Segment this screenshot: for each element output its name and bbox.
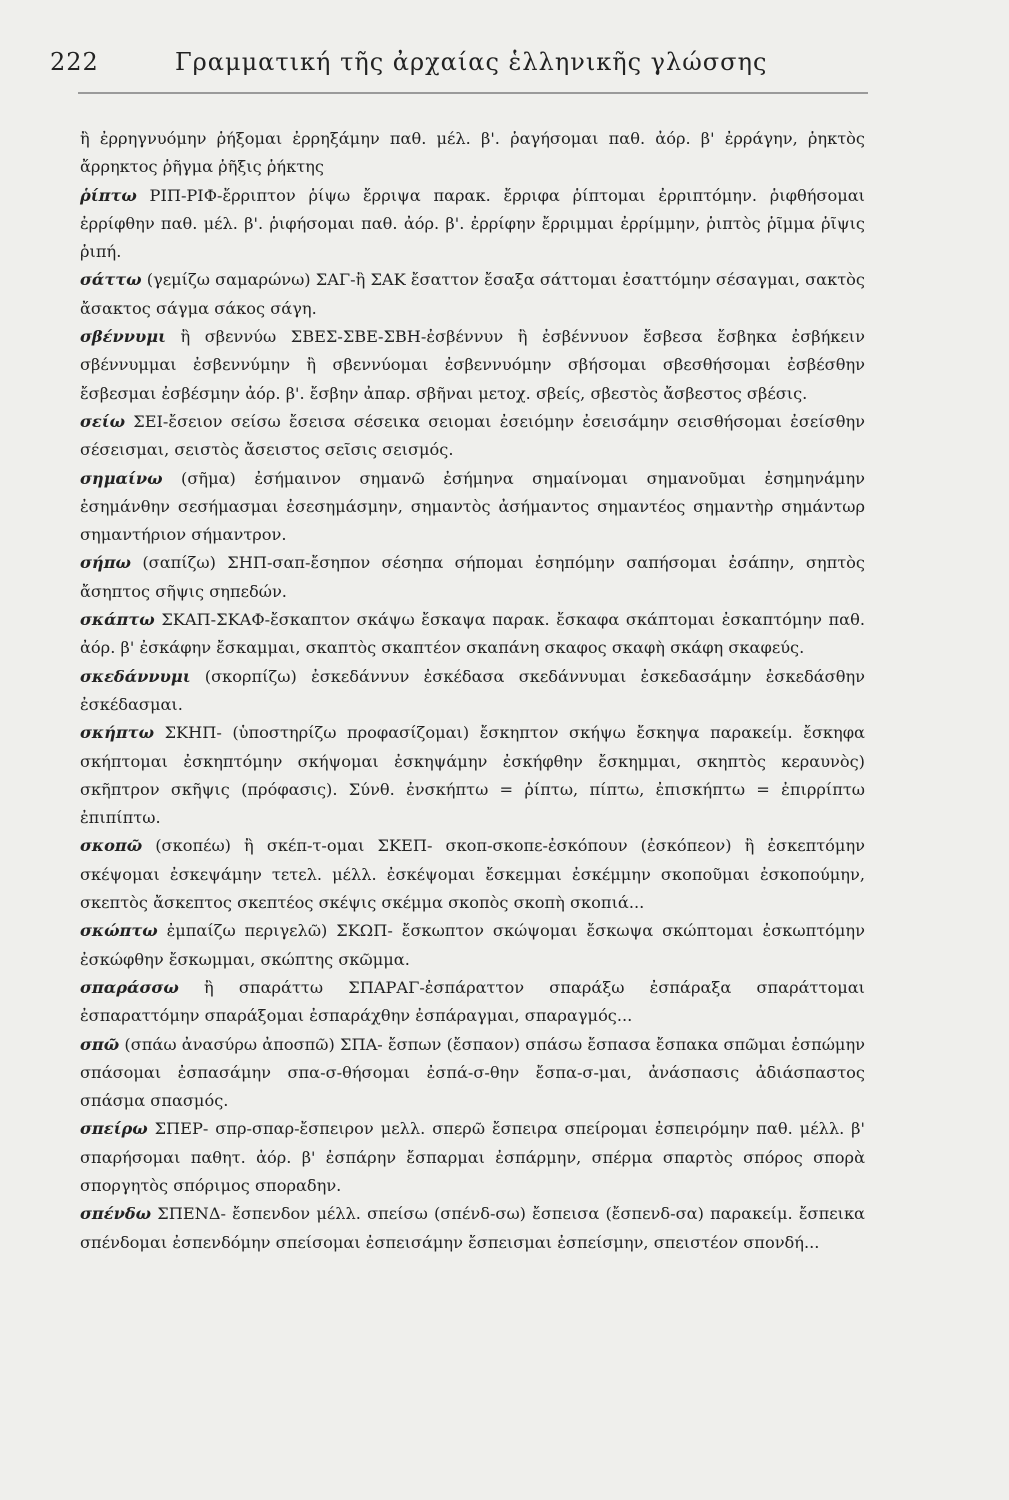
dictionary-entry: [80, 549, 865, 606]
entry-text: (σκοπέω) ἢ σκέπ-τ-ομαι ΣΚΕΠ- σκοπ-σκοπε-ἐσκόπουν (ἐσκόπεον) ἢ ἐσκεπτόμην σκέψομαι ἐσκεψάμην τετελ. μέλλ. ἐσκέψομαι ἔσκεμμαι ἐσκέμμην σκοποῦμαι ἐσκοπούμην, σκεπτὸς ἄσκεπτος σκεπτέος σκέψις σκέμμα σκοπὸς σκοπὴ σκοπιά...: [80, 836, 865, 913]
dictionary-entry: [80, 832, 865, 917]
dictionary-entry: [80, 663, 865, 720]
page-number: 222: [50, 48, 99, 76]
entry-text: ΣΕΙ-ἔσειον σείσω ἔσεισα σέσεικα σειομαι ἐσειόμην ἐσεισάμην σεισθήσομαι ἐσείσθην σέσεισμαι, σειστὸς ἄσειστος σεῖσις σεισμός.: [80, 411, 865, 460]
entry-lemma: σβέννυμι: [80, 327, 166, 347]
entry-lemma: ῥίπτω: [80, 185, 137, 205]
dictionary-entry: [80, 1031, 865, 1116]
dictionary-entry: [80, 266, 865, 323]
entry-text: ΣΠΕΝΔ- ἔσπενδον μέλλ. σπείσω (σπένδ-σω) ἔσπεισα (ἔσπενδ-σα) παρακείμ. ἔσπεικα σπένδομαι ἐσπενδόμην σπείσομαι ἐσπεισάμην ἔσπεισμαι ἐσπείσμην, σπειστέον σπονδή...: [80, 1204, 865, 1252]
entry-text: ΡΙΠ-ΡΙΦ-ἔρριπτον ῥίψω ἔρριψα παρακ. ἔρριφα ῥίπτομαι ἐρριπτόμην. ῥιφθήσομαι ἐρρίφθην παθ. μέλ. β'. ῥιφήσομαι παθ. ἀόρ. β'. ἐρρίφην ἔρριμμαι ἐρρίμμην, ῥιπτὸς ῥῖμμα ῥῖψις ῥιπή.: [80, 185, 865, 262]
dictionary-entry: [80, 182, 865, 267]
entry-text: (σῆμα) ἐσήμαινον σημανῶ ἐσήμηνα σημαίνομαι σημανοῦμαι ἐσημηνάμην ἐσημάνθην σεσήμασμαι ἐσεσημάσμην, σημαντὸς ἀσήμαντος σημαντέος σημαντὴρ σημάντωρ σημαντήριον σήμαντρον.: [80, 468, 865, 545]
entry-text: (σαπίζω) ΣΗΠ-σαπ-ἔσηπον σέσηπα σήπομαι ἐσηπόμην σαπήσομαι ἐσάπην, σηπτὸς ἄσηπτος σῆψις σηπεδών.: [80, 553, 865, 601]
entry-lemma: σκήπτω: [80, 723, 154, 743]
entry-text: ΣΠΕΡ- σπρ-σπαρ-ἔσπειρον μελλ. σπερῶ ἔσπειρα σπείρομαι ἐσπειρόμην παθ. μέλλ. β' σπαρήσομαι παθητ. ἀόρ. β' ἐσπάρην ἔσπαρμαι ἐσπάρμην, σπέρμα σπαρτὸς σπόρος σπορὰ σποργητὸς σπόριμος σποραδην.: [80, 1119, 865, 1195]
entry-lemma: σήπω: [80, 553, 131, 573]
entry-text: (σπάω ἀνασύρω ἀποσπῶ) ΣΠΑ- ἔσπων (ἔσπαον) σπάσω ἔσπασα ἔσπακα σπῶμαι ἐσπώμην σπάσομαι ἐσπασάμην σπα-σ-θήσομαι ἐσπά-σ-θην ἔσπα-σ-μαι, ἀνάσπασις ἀδιάσπαστος σπάσμα σπασμός.: [80, 1034, 865, 1111]
entry-text: ἢ σβεννύω ΣΒΕΣ-ΣΒΕ-ΣΒΗ-ἐσβέννυν ἢ ἐσβέννυον ἔσβεσα ἔσβηκα ἐσβήκειν σβέννυμμαι ἐσβεννύμην ἢ σβεννύομαι ἐσβεννυόμην σβήσομαι σβεσθήσομαι ἐσβέσθην ἔσβεσμαι ἐσβέσμην ἀόρ. β'. ἔσβην ἀπαρ. σβῆναι μετοχ. σβείς, σβεστὸς ἄσβεστος σβέσις.: [80, 327, 865, 403]
entry-lemma: σπείρω: [80, 1119, 148, 1139]
entry-text: (γεμίζω σαμαρώνω) ΣΑΓ-ἢ ΣΑΚ ἔσαττον ἔσαξα σάττομαι ἐσαττόμην σέσαγμαι, σακτὸς ἄσακτος σάγμα σάκος σάγη.: [80, 270, 865, 318]
running-title: Γραμματική τῆς ἀρχαίας ἑλληνικῆς γλώσσης: [175, 48, 768, 76]
entry-lemma: σπένδω: [80, 1204, 152, 1224]
page-header: [50, 42, 870, 94]
dictionary-entry: [80, 465, 865, 550]
entry-text: ἢ σπαράττω ΣΠΑΡΑΓ-ἐσπάραττον σπαράξω ἐσπάραξα σπαράττομαι ἐσπαραττόμην σπαράξομαι ἐσπαράχθην ἐσπάραγμαι, σπαραγμός...: [80, 977, 865, 1026]
dictionary-entry: [80, 606, 865, 663]
entry-text: ἐμπαίζω περιγελῶ) ΣΚΩΠ- ἔσκωπτον σκώψομαι ἔσκωψα σκώπτομαι ἐσκωπτόμην ἐσκώφθην ἔσκωμμαι, σκώπτης σκῶμμα.: [80, 921, 865, 969]
dictionary-entry: [80, 1200, 865, 1257]
entry-text: ΣΚΑΠ-ΣΚΑΦ-ἔσκαπτον σκάψω ἔσκαψα παρακ. ἔσκαφα σκάπτομαι ἐσκαπτόμην παθ. ἀόρ. β' ἐσκάφην ἔσκαμμαι, σκαπτὸς σκαπτέον σκαπάνη σκαφος σκαφὴ σκάφη σκαφεύς.: [80, 610, 865, 658]
dictionary-entry: [80, 125, 865, 182]
entry-lemma: σκώπτω: [80, 921, 158, 941]
entry-lemma: σπῶ: [80, 1034, 120, 1054]
entry-lemma: σείω: [80, 411, 126, 431]
dictionary-entry: [80, 917, 865, 974]
entry-text: ΣΚΗΠ- (ὑποστηρίζω προφασίζομαι) ἔσκηπτον σκήψω ἔσκηψα παρακείμ. ἔσκηφα σκήπτομαι ἐσκηπτόμην σκήψομαι ἐσκηψάμην ἐσκήφθην ἔσκημμαι, σκηπτὸς κεραυνὸς) σκῆπτρον σκῆψις (πρόφασις). Σύνθ. ἐνσκήπτω = ῥίπτω, πίπτω, ἐπισκήπτω = ἐπιρρίπτω ἐπιπίπτω.: [80, 723, 865, 828]
dictionary-entry: [80, 1115, 865, 1200]
entry-text: (σκορπίζω) ἐσκεδάννυν ἐσκέδασα σκεδάννυμαι ἐσκεδασάμην ἐσκεδάσθην ἐσκέδασμαι.: [80, 666, 865, 714]
entry-lemma: σημαίνω: [80, 468, 163, 488]
entry-lemma: σκοπῶ: [80, 836, 143, 856]
dictionary-entry: [80, 719, 865, 832]
header-rule: [78, 92, 868, 94]
dictionary-body: [80, 125, 865, 1257]
dictionary-entry: [80, 323, 865, 408]
entry-lemma: σκεδάννυμι: [80, 666, 191, 686]
entry-text: ἢ ἐρρηγνυόμην ῥήξομαι ἐρρηξάμην παθ. μέλ. β'. ῥαγήσομαι παθ. ἀόρ. β' ἐρράγην, ῥηκτὸς ἄρρηκτος ῥῆγμα ῥῆξις ῥήκτης: [80, 129, 865, 177]
entry-lemma: σάττω: [80, 270, 142, 290]
entry-lemma: σκάπτω: [80, 610, 155, 630]
dictionary-entry: [80, 408, 865, 465]
entry-lemma: σπαράσσω: [80, 977, 179, 997]
dictionary-entry: [80, 974, 865, 1031]
